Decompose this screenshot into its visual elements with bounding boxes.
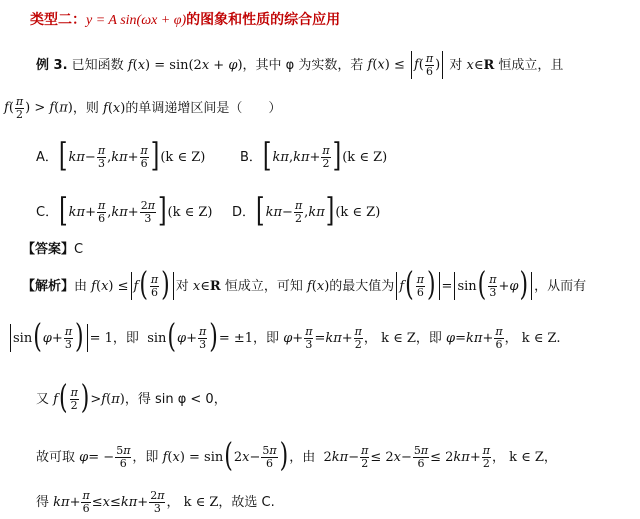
analysis-text: ，由 <box>289 449 316 465</box>
function-def: f(x) = sin(2x + φ) <box>127 57 243 73</box>
option-c: C． [ kπ + $\frac{\pi}{6}$ , kπ + $\frac{2\pi}{3}$ ] (k ∈ Z) <box>36 192 213 230</box>
analysis-text: k ∈ Z， <box>509 449 557 465</box>
answer <box>22 243 83 256</box>
analysis-text: = 1，即 <box>89 330 139 346</box>
option-label: A． <box>36 149 58 165</box>
example-text: 对 <box>449 57 463 73</box>
inequality: f(x) ≤ f( $\frac{\pi}{6}$ ) <box>368 51 446 79</box>
option-label: B． <box>240 149 262 165</box>
option-a: A． [ kπ − $\frac{\pi}{3}$ , kπ + $\frac{\pi}{6}$ ] (k ∈ Z) <box>36 137 206 175</box>
section-title <box>30 13 340 28</box>
example-label: 例 3. <box>36 57 68 73</box>
k-domain: (k ∈ Z) <box>160 149 206 165</box>
answer-value: C <box>74 242 84 257</box>
analysis-text: ，即 <box>415 330 442 346</box>
example-text: ，则 <box>72 100 99 116</box>
analysis-text: ， <box>491 449 505 465</box>
title-function: y = A sin(ωx + φ) <box>86 13 187 28</box>
analysis-line-3: 又 f ( $\frac{\pi}{2}$ ) > f ( π ) ，得 sin φ < 0， <box>36 379 227 417</box>
answer-label: 【答案】 <box>22 242 75 257</box>
example-text: 恒成立，且 <box>498 57 564 73</box>
analysis-text: ，即 <box>132 449 159 465</box>
analysis-text: 又 <box>36 391 50 407</box>
example-text: 已知函数 <box>71 57 124 73</box>
k-domain: (k ∈ Z) <box>335 204 381 220</box>
example-line-1: 例 3. 已知函数 f(x) = sin(2x + φ) ，其中 φ 为实数，若 f(x) ≤ f( $\frac{\pi}{6}$ ) 对 x ∈ R 恒成立，且 <box>36 51 564 78</box>
title-rest: 的图象和性质的综合应用 <box>186 12 341 28</box>
analysis-text: ，故选 C. <box>218 494 275 510</box>
k-domain: (k ∈ Z) <box>342 149 388 165</box>
analysis-text: 恒成立，可知 <box>224 278 303 294</box>
analysis-text: k ∈ Z <box>381 330 416 346</box>
example-text: ，其中 φ 为实数，若 <box>242 57 364 73</box>
analysis-text: = ±1，即 <box>218 330 280 346</box>
analysis-text: 由 <box>74 278 88 294</box>
option-d: D． [ kπ − $\frac{\pi}{2}$ , kπ ] (k ∈ Z) <box>232 192 381 230</box>
example-line-2: f( $\frac{\pi}{2}$ ) > f(π) ，则 f ( x ) 的单调递增区间是（ ） <box>4 94 282 121</box>
analysis-line-4: 故可取 φ = − $\frac{5\pi}{6}$ ，即 f ( x ) = sin ( 2 x − $\frac{5\pi}{6}$ ) ，由 2 kπ − $\frac{\pi}{2}$ ≤ 2 x − $\frac{5\pi}{6}$ ≤ 2 kπ + $\frac{\pi}{2}$ ， k ∈ Z， <box>36 437 557 475</box>
analysis-text: ， <box>504 330 518 346</box>
analysis-text: 得 <box>36 494 50 510</box>
condition: f( $\frac{\pi}{2}$ ) > f(π) <box>4 94 73 121</box>
k-domain: (k ∈ Z) <box>167 204 213 220</box>
type-label: 类型二： <box>30 12 86 28</box>
option-b: B． [ kπ , kπ + $\frac{\pi}{2}$ ] (k ∈ Z) <box>240 137 388 175</box>
analysis-text: 对 <box>175 278 189 294</box>
analysis-line-2: sin ( φ + $\frac{\pi}{3}$ ) = 1，即 sin ( φ + $\frac{\pi}{3}$ ) = ±1，即 φ + $\frac{\pi}{3}$ = kπ + $\frac{\pi}{2}$ ， k ∈ Z ，即 φ = kπ + $\frac{\pi}{6}$ ， k ∈ Z. <box>8 322 560 354</box>
analysis-line-1: 【解析】 由 f ( x ) ≤ f ( $\frac{\pi}{6}$ ) 对 x ∈ R 恒成立，可知 f ( x ) 的最大值为 f ( $\frac{\pi}{6}$ ) = sin ( $\frac{\pi}{3}$ + φ ) ，从而有 <box>22 266 587 304</box>
analysis-text: ，得 sin φ < 0， <box>124 391 227 407</box>
example-text: 的单调递增区间是（ ） <box>125 100 282 116</box>
analysis-text: k ∈ Z. <box>521 330 561 346</box>
option-label: C． <box>36 204 59 220</box>
analysis-label: 【解析】 <box>22 278 75 294</box>
analysis-line-5: 得 kπ + $\frac{\pi}{6}$ ≤ x ≤ kπ + $\frac{2\pi}{3}$ ， k ∈ Z ，故选 C. <box>36 488 275 515</box>
option-label: D． <box>232 204 256 220</box>
analysis-text: ，从而有 <box>534 278 587 294</box>
analysis-text: 故可取 <box>36 449 76 465</box>
analysis-text: 的最大值为 <box>329 278 395 294</box>
analysis-text: ， <box>166 494 180 510</box>
analysis-text: ， <box>363 330 377 346</box>
analysis-text: k ∈ Z <box>183 494 219 510</box>
